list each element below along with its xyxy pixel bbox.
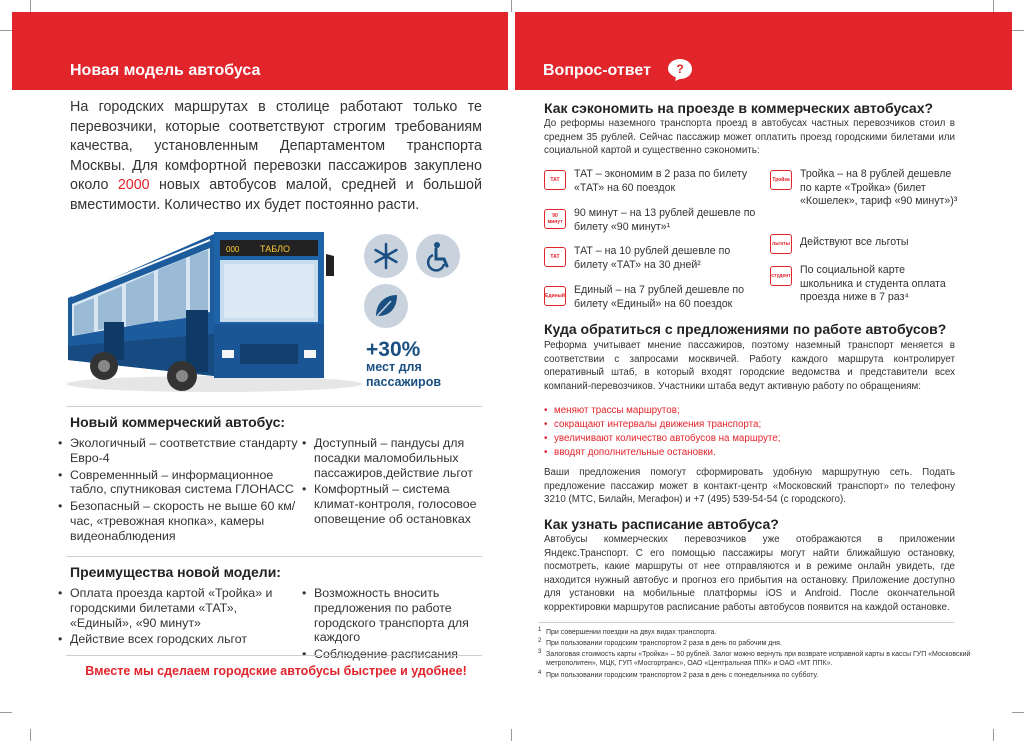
bus-count-highlight: 2000 bbox=[117, 177, 150, 194]
advantages-list-right bbox=[302, 586, 488, 662]
footnote bbox=[538, 639, 978, 648]
list-item: • вводят дополнительные остановки. bbox=[544, 446, 780, 460]
right-header-band bbox=[515, 12, 1012, 90]
q2-text: Реформа учитывает мнение пассажиров, поэтому наземный транспорт меняется в соответствии с запросами москвичей. Работу каждого маршрута контролирует оперативный штаб, в который входят городские ведомства и представители всех компаний-перевозчиков. Участники штаба ведут активную работу по обращениям: bbox=[544, 340, 955, 392]
advantages-list-left bbox=[58, 586, 298, 647]
list-item: • Экологичный – соответствие стандарту Евро-4 bbox=[58, 436, 298, 466]
divider bbox=[66, 655, 482, 656]
fare-item bbox=[544, 245, 762, 272]
footnote-text: Залоговая стоимость карты «Тройка» – 50 рублей. Залог можно вернуть при возврате исправной карты в кассы ГУП «Московский метрополитен», МЦК, ГУП «Мосгортранс», ОАО «Центральная ППК» и ОАО «МТ ППК». bbox=[546, 651, 971, 668]
staff-actions-list bbox=[544, 404, 780, 460]
list-item: • сокращают интервалы движения транспорта; bbox=[544, 418, 780, 432]
features-title: Новый коммерческий автобус: bbox=[70, 414, 286, 430]
intro-text-end: новых автобусов малой, средней и большой вместимости. Количество их будет постоянно расти. bbox=[70, 177, 482, 213]
q3-title: Как узнать расписание автобуса? bbox=[544, 516, 779, 532]
fare-item bbox=[544, 207, 762, 234]
footnote bbox=[538, 628, 978, 637]
fold-mark bbox=[511, 729, 512, 741]
intro-paragraph bbox=[70, 98, 482, 216]
q2-title: Куда обратиться с предложениями по работе автобусов? bbox=[544, 321, 947, 337]
bus-destination-display: ТАБЛО bbox=[260, 244, 291, 254]
right-header-title: Вопрос-ответ bbox=[543, 62, 651, 79]
footnote bbox=[538, 671, 978, 680]
footnote-number: 3 bbox=[538, 649, 542, 655]
crop-mark bbox=[1012, 712, 1024, 713]
footnote-text: При пользовании городским транспортом 2 раза в день с понедельника по субботу. bbox=[546, 672, 819, 679]
fare-item bbox=[544, 284, 762, 311]
list-item: • Безопасный – скорость не выше 60 км/час, «тревожная кнопка», камеры видеонаблюдения bbox=[58, 499, 298, 543]
fare-item bbox=[544, 168, 762, 195]
footnote-number: 1 bbox=[538, 627, 542, 633]
crop-mark bbox=[1012, 30, 1024, 31]
fare-text: ТАТ – на 10 рублей дешевле по билету «ТАТ» на 30 дней² bbox=[574, 245, 731, 271]
climate-control-icon bbox=[364, 234, 408, 278]
footnote bbox=[538, 650, 978, 668]
edinyi-ticket-icon: Единый bbox=[544, 286, 566, 306]
left-header-title: Новая модель автобуса bbox=[70, 62, 261, 79]
advantages-title: Преимущества новой модели: bbox=[70, 564, 281, 580]
q2-text-contact: Ваши предложения помогут сформировать удобную маршрутную сеть. Подать предложение пассажир может в контакт-центр «Московский транспорт» по телефону 3210 (МТС, Билайн, Мегафон) и +7 (495) 539-54-54 (с городского). bbox=[544, 467, 955, 506]
list-item: • Оплата проезда картой «Тройка» и городскими билетами «ТАТ», «Единый», «90 минут» bbox=[58, 586, 298, 630]
capacity-increase-value: +30% bbox=[366, 338, 421, 361]
question-bubble-icon bbox=[667, 58, 693, 82]
question-mark: ? bbox=[676, 62, 684, 76]
fare-item bbox=[770, 264, 960, 305]
footnote-number: 4 bbox=[538, 670, 542, 676]
features-list-left bbox=[58, 436, 298, 544]
q1-text: До реформы наземного транспорта проезд в автобусах частных перевозчиков стоил в среднем 35 рублей. Сейчас пассажир может оплатить проезд городскими билетами или социальной картой и существенно сэкономить: bbox=[544, 118, 955, 157]
tat-ticket-icon: ТАТ bbox=[544, 247, 566, 267]
eco-leaf-icon bbox=[364, 284, 408, 328]
fare-text: Действуют все льготы bbox=[800, 236, 909, 248]
footnote-text: При совершении поездки на двух видах транспорта. bbox=[546, 629, 717, 636]
tat-ticket-icon: ТАТ bbox=[544, 170, 566, 190]
list-item: • Комфортный – система климат-контроля, голосовое оповещение об остановках bbox=[302, 482, 488, 526]
fare-text: Единый – на 7 рублей дешевле по билету «Единый» на 60 поездок bbox=[574, 284, 745, 310]
crop-mark bbox=[30, 729, 31, 741]
fare-text: По социальной карте школьника и студента оплата проезда ниже в 7 раз⁴ bbox=[800, 264, 946, 304]
list-item: • меняют трассы маршрутов; bbox=[544, 404, 780, 418]
divider bbox=[66, 556, 482, 557]
capacity-increase-label: мест для пассажиров bbox=[366, 360, 442, 389]
fare-text: Тройка – на 8 рублей дешевле по карте «Тройка» (билет «Кошелек», тариф «90 минут»)³ bbox=[800, 168, 958, 208]
intro-text: На городских маршрутах в столице работают только те перевозчики, которые соответствуют строгим требованиям качества, установленным Департаментом транспорта Москвы. Для комфортной перевозки пассажиров закуплено около bbox=[70, 99, 482, 194]
crop-mark bbox=[993, 729, 994, 741]
fare-item bbox=[770, 232, 960, 254]
benefits-hands-icon: льготы bbox=[770, 234, 792, 254]
divider bbox=[66, 406, 482, 407]
footnote-number: 2 bbox=[538, 638, 542, 644]
student-icon: студент bbox=[770, 266, 792, 286]
fold-mark bbox=[511, 0, 512, 12]
fare-text: 90 минут – на 13 рублей дешевле по билету «90 минут»¹ bbox=[574, 207, 756, 233]
list-item: • Доступный – пандусы для посадки маломобильных пассажиров,действие льгот bbox=[302, 436, 488, 480]
bus-route-number: 000 bbox=[226, 245, 240, 254]
q1-title: Как сэкономить на проезде в коммерческих автобусах? bbox=[544, 100, 934, 116]
crop-mark bbox=[993, 0, 994, 12]
fare-item bbox=[770, 168, 960, 209]
features-columns bbox=[58, 436, 488, 546]
fare-text: ТАТ – экономим в 2 раза по билету «ТАТ» на 60 поездок bbox=[574, 168, 748, 194]
q3-text: Автобусы коммерческих перевозчиков уже отображаются в приложении Яндекс.Транспорт. С его помощью пассажиры могут найти ближайшую остановку, посмотреть, какие маршруты от нее отправляются и в режиме онлайн увидеть, где находится нужный автобус и прогноз его прибытия на остановку. Приложение доступно для установки на мобильные платформы iOS и Android. После окончательной корректировки маршрутов расписание работы автобусов появится на каждой остановке. bbox=[544, 534, 955, 613]
crop-mark bbox=[30, 0, 31, 12]
slogan: Вместе мы сделаем городские автобусы быстрее и удобнее! bbox=[85, 664, 467, 678]
bus-illustration bbox=[64, 226, 364, 400]
footnote-text: При пользовании городским транспортом 2 раза в день по рабочим дня. bbox=[546, 640, 782, 647]
footnote-divider bbox=[538, 622, 954, 623]
90-minutes-ticket-icon: 90 минут bbox=[544, 209, 566, 229]
crop-mark bbox=[0, 712, 12, 713]
list-item: • Возможность вносить предложения по работе городского транспорта для каждого bbox=[302, 586, 488, 645]
list-item: • увеличивают количество автобусов на маршруте; bbox=[544, 432, 780, 446]
left-header-band bbox=[12, 12, 508, 90]
advantages-columns bbox=[58, 586, 488, 664]
features-list-right bbox=[302, 436, 488, 527]
troika-card-icon: Тройка bbox=[770, 170, 792, 190]
list-item: • Современнный – информационное табло, спутниковая система ГЛОНАСС bbox=[58, 468, 298, 498]
list-item: • Действие всех городских льгот bbox=[58, 632, 298, 647]
wheelchair-accessibility-icon bbox=[416, 234, 460, 278]
crop-mark bbox=[0, 30, 12, 31]
